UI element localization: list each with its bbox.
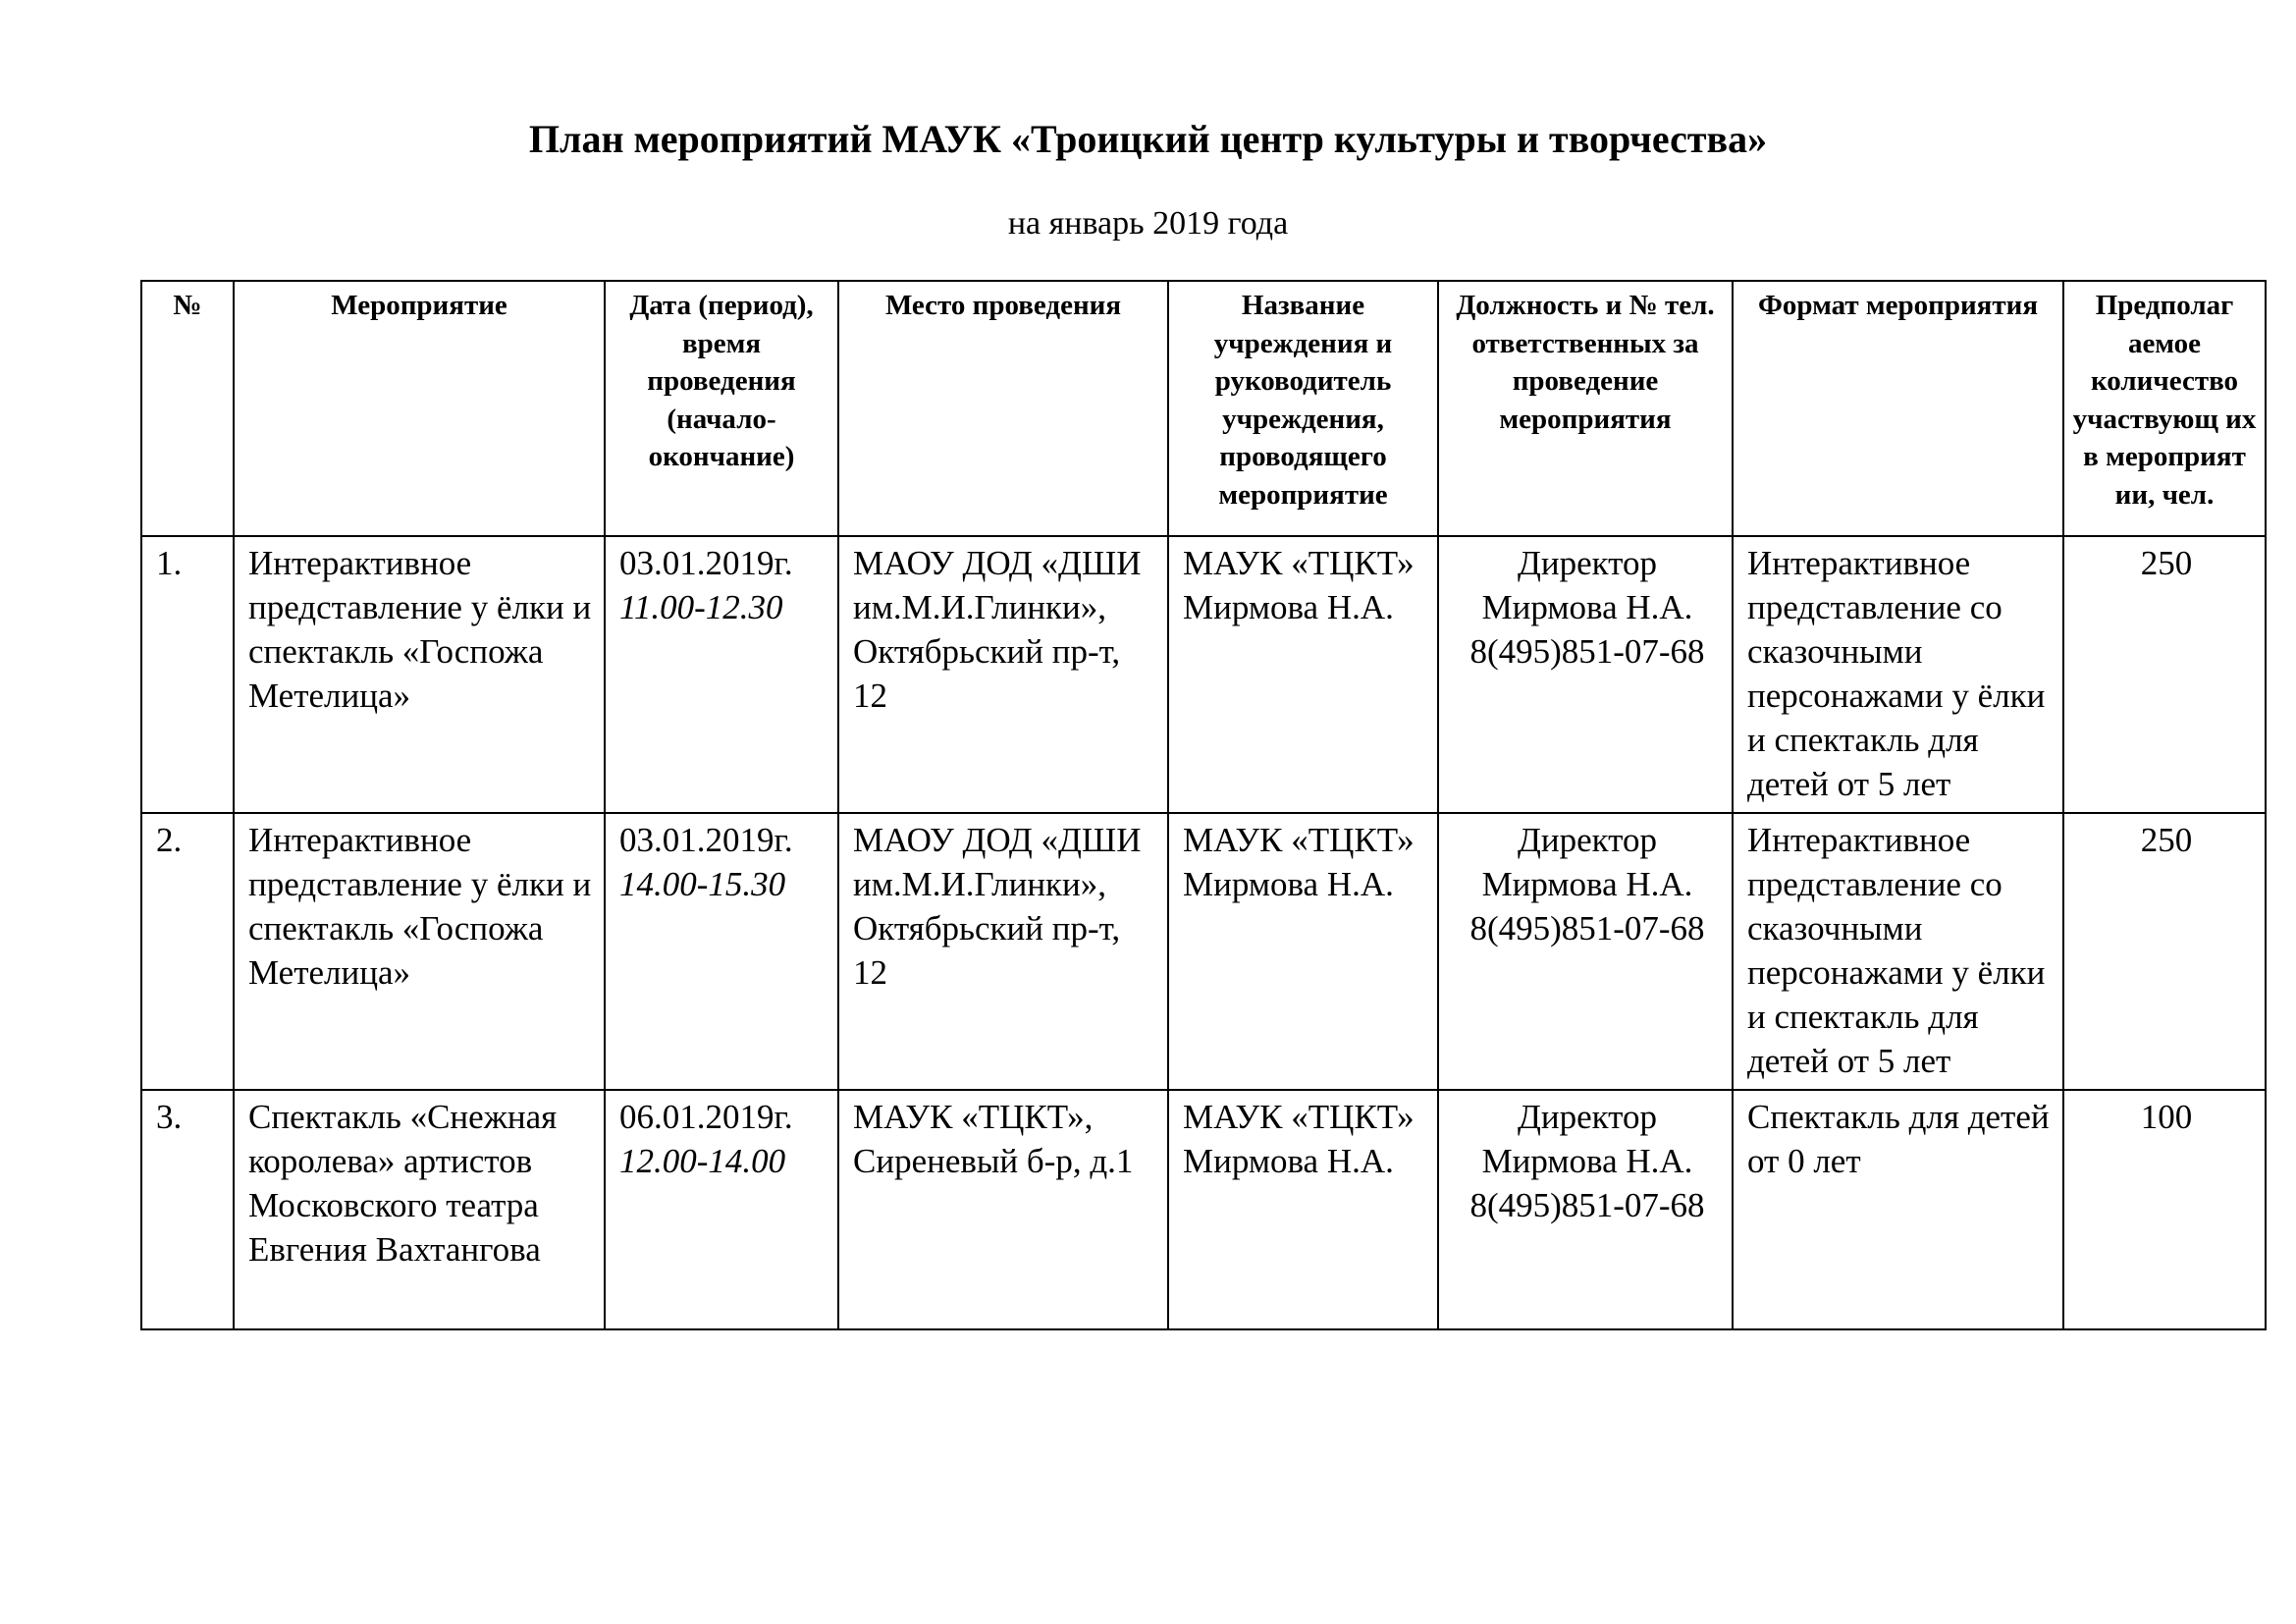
table-header-row <box>141 281 2266 536</box>
event-format: Интерактивное представление со сказочными персонажами у ёлки и спектакль для детей от 5 лет <box>1733 536 2063 813</box>
event-name: Спектакль «Снежная королева» артистов Московского театра Евгения Вахтангова <box>234 1090 605 1329</box>
participant-count: 250 <box>2063 536 2266 813</box>
event-place: МАОУ ДОД «ДШИ им.М.И.Глинки», Октябрьский пр-т, 12 <box>838 813 1168 1090</box>
row-number: 2. <box>141 813 234 1090</box>
event-datetime <box>605 813 838 1090</box>
event-time: 11.00-12.30 <box>619 588 783 626</box>
event-time: 14.00-15.30 <box>619 865 786 903</box>
event-date: 03.01.2019г. <box>619 821 793 859</box>
responsible-phone: 8(495)851-07-68 <box>1469 1186 1705 1224</box>
responsible-phone: 8(495)851-07-68 <box>1469 632 1705 671</box>
event-format: Спектакль для детей от 0 лет <box>1733 1090 2063 1329</box>
event-datetime <box>605 536 838 813</box>
event-organization: МАУК «ТЦКТ» Мирмова Н.А. <box>1168 536 1438 813</box>
participant-count: 250 <box>2063 813 2266 1090</box>
event-responsible <box>1438 536 1733 813</box>
header-format: Формат мероприятия <box>1733 281 2063 536</box>
event-responsible <box>1438 1090 1733 1329</box>
responsible-position: Директор <box>1517 821 1658 859</box>
responsible-phone: 8(495)851-07-68 <box>1469 909 1705 947</box>
responsible-name: Мирмова Н.А. <box>1481 588 1693 626</box>
table-row <box>141 813 2266 1090</box>
header-responsible: Должность и № тел. ответственных за проведение мероприятия <box>1438 281 1733 536</box>
responsible-name: Мирмова Н.А. <box>1481 865 1693 903</box>
header-event: Мероприятие <box>234 281 605 536</box>
header-place: Место проведения <box>838 281 1168 536</box>
event-date: 03.01.2019г. <box>619 544 793 582</box>
participant-count: 100 <box>2063 1090 2266 1329</box>
row-number: 1. <box>141 536 234 813</box>
event-name: Интерактивное представление у ёлки и спектакль «Госпожа Метелица» <box>234 536 605 813</box>
row-number: 3. <box>141 1090 234 1329</box>
header-participants: Предполаг аемое количество участвующ их в мероприят ии, чел. <box>2063 281 2266 536</box>
document-subtitle: на январь 2019 года <box>1007 205 1289 242</box>
event-place: МАОУ ДОД «ДШИ им.М.И.Глинки», Октябрьский пр-т, 12 <box>838 536 1168 813</box>
table-row <box>141 536 2266 813</box>
header-organization: Название учреждения и руководитель учреждения, проводящего мероприятие <box>1168 281 1438 536</box>
header-number: № <box>141 281 234 536</box>
event-name: Интерактивное представление у ёлки и спектакль «Госпожа Метелица» <box>234 813 605 1090</box>
responsible-position: Директор <box>1517 1098 1658 1136</box>
event-responsible <box>1438 813 1733 1090</box>
header-date: Дата (период), время проведения (начало-окончание) <box>605 281 838 536</box>
responsible-name: Мирмова Н.А. <box>1481 1142 1693 1180</box>
events-table <box>140 280 2267 1330</box>
event-datetime <box>605 1090 838 1329</box>
document-title: План мероприятий МАУК «Троицкий центр культуры и творчества» <box>528 117 1768 161</box>
event-organization: МАУК «ТЦКТ» Мирмова Н.А. <box>1168 813 1438 1090</box>
event-time: 12.00-14.00 <box>619 1142 786 1180</box>
responsible-position: Директор <box>1517 544 1658 582</box>
event-format: Интерактивное представление со сказочными персонажами у ёлки и спектакль для детей от 5 лет <box>1733 813 2063 1090</box>
table-row <box>141 1090 2266 1329</box>
event-date: 06.01.2019г. <box>619 1098 793 1136</box>
event-organization: МАУК «ТЦКТ» Мирмова Н.А. <box>1168 1090 1438 1329</box>
event-place: МАУК «ТЦКТ», Сиреневый б-р, д.1 <box>838 1090 1168 1329</box>
